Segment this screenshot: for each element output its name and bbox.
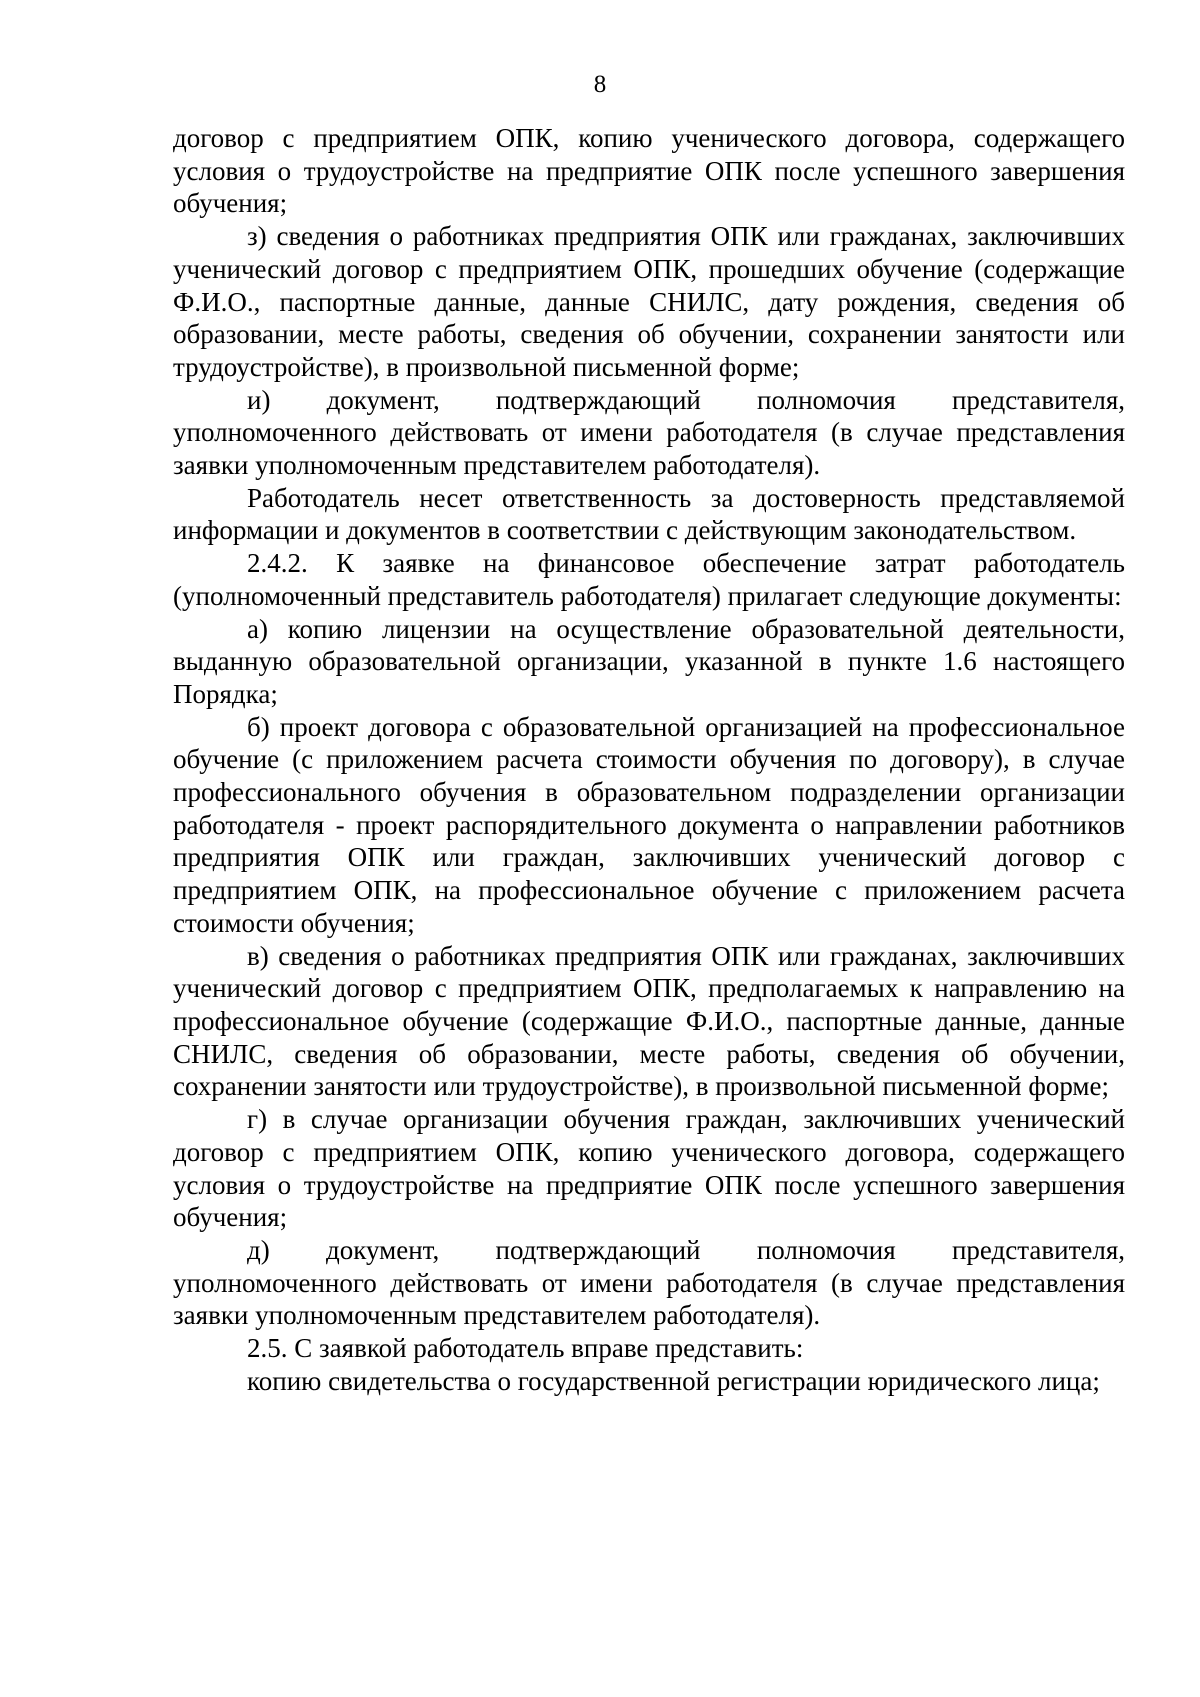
paragraph: 2.4.2. К заявке на финансовое обеспечение затрат работодатель (уполномоченный представитель работодателя) прилагает следующие документы: — [173, 548, 1125, 611]
paragraph: копию свидетельства о государственной регистрации юридического лица; — [247, 1365, 1100, 1396]
document-body — [173, 122, 1125, 1397]
paragraph: д) документ, подтверждающий полномочия представителя, уполномоченного действовать от имени работодателя (в случае представления заявки уполномоченным представителем работодателя). — [173, 1234, 1125, 1331]
paragraph: 2.5. С заявкой работодатель вправе представить: — [247, 1333, 804, 1364]
paragraph: а) копию лицензии на осуществление образовательной деятельности, выданную образовательной организации, указанной в пункте 1.6 настоящего Порядка; — [173, 613, 1125, 709]
paragraph: в) сведения о работниках предприятия ОПК или гражданах, заключивших ученический договор с предприятием ОПК, предполагаемых к направлению на профессиональное обучение (содержащие Ф.И.О., паспортные данные, данные СНИЛС, сведения об образовании, месте работы, сведения об обучении, сохранении занятости или трудоустройстве), в произвольной письменной форме; — [173, 940, 1125, 1102]
page-number: 8 — [593, 71, 607, 98]
paragraph: и) документ, подтверждающий полномочия представителя, уполномоченного действовать от имени работодателя (в случае представления заявки уполномоченным представителем работодателя). — [173, 384, 1125, 481]
paragraph: б) проект договора с образовательной организацией на профессиональное обучение (с приложением расчета стоимости обучения по договору), в случае профессионального обучения в образовательном подразделении организации работодателя - проект распорядительного документа о направлении работников предприятия ОПК или граждан, заключивших ученический договор с предприятием ОПК, на профессиональное обучение с приложением расчета стоимости обучения; — [173, 711, 1125, 938]
paragraph: г) в случае организации обучения граждан, заключивших ученический договор с предприятием ОПК, копию ученического договора, содержащего условия о трудоустройстве на предприятие ОПК после успешного завершения обучения; — [173, 1104, 1125, 1233]
paragraph: з) сведения о работниках предприятия ОПК или гражданах, заключивших ученический договор с предприятием ОПК, прошедших обучение (содержащие Ф.И.О., паспортные данные, данные СНИЛС, дату рождения, сведения об образовании, месте работы, сведения об обучении, сохранении занятости или трудоустройстве), в произвольной письменной форме; — [173, 221, 1125, 382]
paragraph: Работодатель несет ответственность за достоверность представляемой информации и документов в соответствии с действующим законодательством. — [173, 482, 1125, 546]
paragraph: договор с предприятием ОПК, копию ученического договора, содержащего условия о трудоустройстве на предприятие ОПК после успешного завершения обучения; — [173, 123, 1125, 219]
